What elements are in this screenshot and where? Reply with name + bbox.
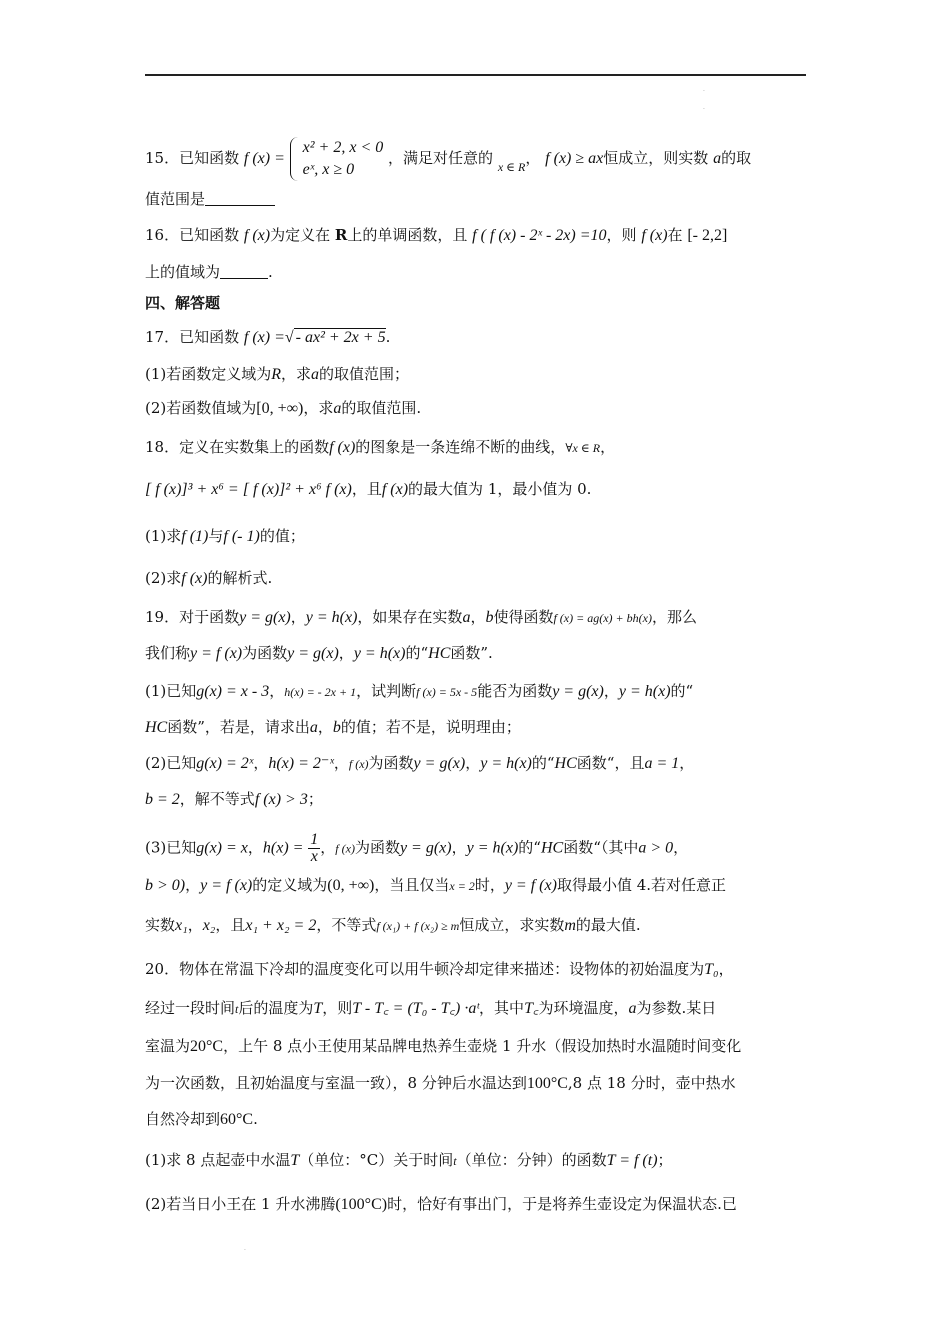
q17-line1: 17．已知函数 f (x) =√ - ax² + 2x + 5.	[145, 328, 391, 346]
q19-part3-line1: (3)已知g(x) = x，h(x) = $\frac{1}{x}$ ，f (x)为函数y = g(x)，y = h(x)的“HC函数“（其中a > 0，	[145, 831, 689, 865]
q19-part2-line1: (2)已知g(x) = 2ˣ，h(x) = 2⁻ˣ，f (x)为函数y = g(x)，y = h(x)的“HC函数“，且a = 1，	[145, 754, 695, 772]
section-heading: 四、解答题	[145, 294, 221, 312]
q20-line5: 自然冷却到60°C.	[145, 1110, 258, 1128]
q19-part2-line2: b = 2，解不等式f (x) > 3；	[145, 790, 323, 808]
q16-line1: 16．已知函数 f (x)为定义在 R上的单调函数，且 f ( f (x) - 2ˣ - 2x) =10，则 f (x)在 [- 2,2]	[145, 226, 728, 244]
q15-fx: f (x) =	[243, 150, 285, 167]
q20-line4: 为一次函数，且初始温度与室温一致），8 分钟后水温达到100°C,8 点 18 分时，壶中热水	[145, 1074, 736, 1092]
brace-icon	[290, 137, 299, 181]
q15-line2: 值范围是	[145, 188, 275, 210]
q18-part1: (1)求f (1)与f (- 1)的值；	[145, 527, 305, 545]
q19-part1-line1: (1)已知g(x) = x - 3，h(x) = - 2x + 1，试判断f (x) = 5x - 5能否为函数y = g(x)，y = h(x)的“	[145, 682, 694, 700]
q17-part1: (1)若函数定义域为R，求a的取值范围；	[145, 365, 410, 383]
q20-part2: (2)若当日小王在 1 升水沸腾(100°C)时，恰好有事出门，于是将养生壶设定为保温状态.已	[145, 1195, 737, 1213]
answer-blank	[220, 264, 268, 279]
q19-part3-line2: b > 0)，y = f (x)的定义域为(0, +∞)，当且仅当x = 2时，y = f (x)取得最小值 4.若对任意正	[145, 876, 727, 894]
q15-line1: 15．已知函数 f (x) = x² + 2, x < 0 eˣ, x ≥ 0 ，满足对任意的 $_{x \in R}$， f (x) ≥ ax恒成立，则实数 a的取	[145, 137, 751, 181]
q20-line1: 20．物体在常温下冷却的温度变化可以用牛顿冷却定律来描述：设物体的初始温度为T₀，	[145, 960, 734, 978]
header-rule	[145, 74, 806, 76]
q19-line2: 我们称y = f (x)为函数y = g(x)，y = h(x)的“HC函数”.	[145, 644, 493, 662]
q18-line1: 18．定义在实数集上的函数f (x)的图象是一条连绵不断的曲线，∀x ∈ R，	[145, 438, 616, 456]
answer-blank	[205, 191, 275, 206]
q17-part2: (2)若函数值域为[0, +∞)，求a的取值范围.	[145, 399, 422, 417]
margin-mark: ·	[703, 88, 705, 95]
q19-part1-line2: HC函数”，若是，请求出a，b的值；若不是，说明理由；	[145, 718, 521, 736]
q20-part1: (1)求 8 点起壶中水温T（单位：°C）关于时间t（单位：分钟）的函数T = f (t)；	[145, 1151, 673, 1169]
q16-line2: 上的值域为 .	[145, 263, 273, 281]
q19-part3-line3: 实数x₁，x₂，且x₁ + x₂ = 2，不等式f (x₁) + f (x₂) ≥ m恒成立，求实数m的最大值.	[145, 916, 641, 934]
q20-line3: 室温为20°C，上午 8 点小王使用某品牌电热养生壶烧 1 升水（假设加热时水温随时间变化	[145, 1037, 742, 1055]
q19-line1: 19．对于函数y = g(x)，y = h(x)，如果存在实数a，b使得函数f (x) = ag(x) + bh(x)，那么	[145, 608, 697, 626]
q20-line2: 经过一段时间t后的温度为T，则T - T꜀ = (T₀ - T꜀) ·aᵗ，其中T꜀为环境温度，a为参数.某日	[145, 999, 717, 1017]
margin-mark: ·	[244, 1247, 246, 1254]
q15-piecewise: x² + 2, x < 0 eˣ, x ≥ 0	[290, 137, 384, 181]
q18-line2: [ f (x)]³ + x⁶ = [ f (x)]² + x⁶ f (x)，且f (x)的最大值为 1，最小值为 0.	[145, 480, 592, 498]
margin-mark: ·	[703, 106, 705, 113]
fraction: $\frac{1}{x}$	[310, 831, 319, 865]
q18-part2: (2)求f (x)的解析式.	[145, 569, 273, 587]
